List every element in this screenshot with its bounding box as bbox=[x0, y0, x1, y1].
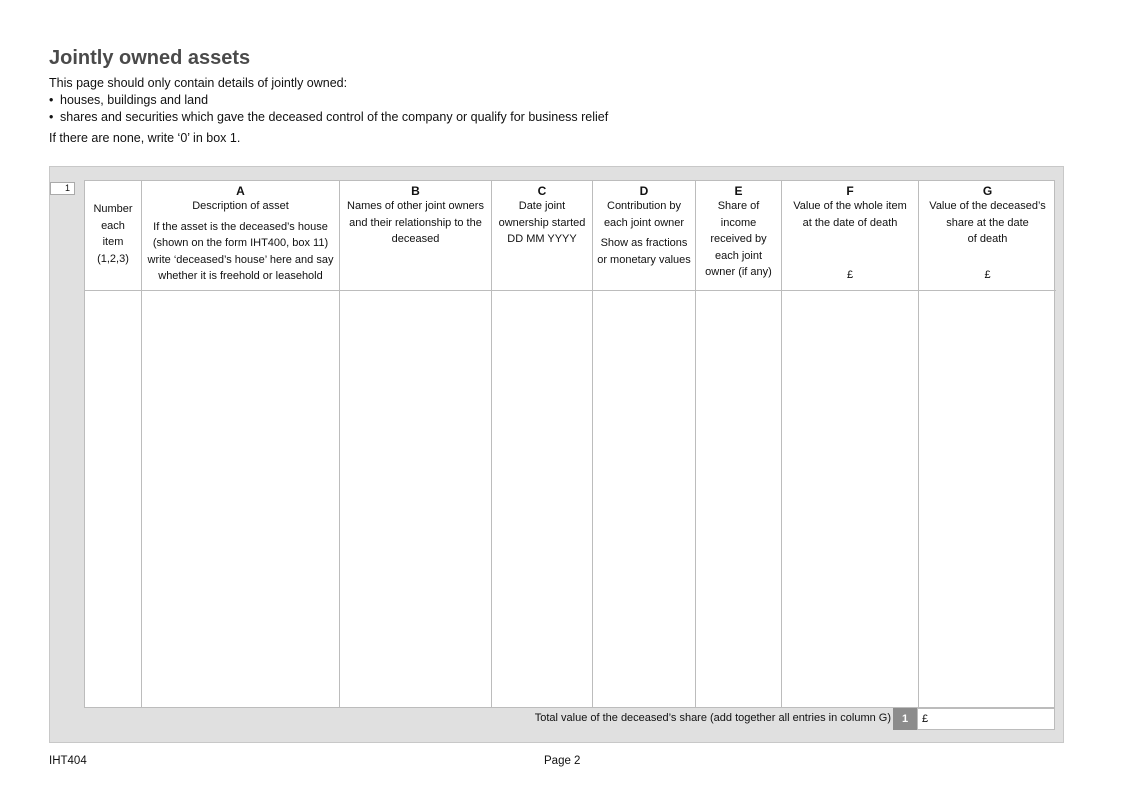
total-value-field[interactable]: £ bbox=[917, 708, 1055, 730]
column-header-line: share at the date bbox=[946, 216, 1029, 229]
column-header-line: each joint bbox=[714, 249, 763, 262]
column-header-line: Number bbox=[93, 203, 133, 215]
bullet-item bbox=[49, 92, 608, 109]
column-letter: C bbox=[537, 184, 547, 198]
column-note-line: If the asset is the deceased’s house bbox=[153, 220, 328, 233]
column-header bbox=[696, 181, 781, 291]
column-header-line: each joint owner bbox=[603, 216, 685, 229]
column-f bbox=[782, 181, 919, 707]
currency-unit: £ bbox=[984, 269, 991, 281]
bullet-text: houses, buildings and land bbox=[60, 93, 209, 107]
column-header-line: received by bbox=[710, 233, 767, 245]
column-entry-area[interactable] bbox=[782, 291, 918, 707]
column-note-line: Show as fractions bbox=[600, 237, 688, 249]
bullet-item bbox=[49, 109, 608, 126]
column-header bbox=[593, 181, 695, 291]
column-header-line: Value of the whole item bbox=[793, 200, 907, 212]
column-header bbox=[919, 181, 1056, 291]
column-entry-area[interactable] bbox=[85, 291, 141, 707]
column-entry-area[interactable] bbox=[696, 291, 781, 707]
column-g bbox=[919, 181, 1056, 707]
column-header-line: item bbox=[102, 236, 124, 248]
column-header-line: Names of other joint owners bbox=[347, 200, 484, 212]
column-header-line: Contribution by bbox=[607, 200, 681, 212]
form-code: IHT404 bbox=[49, 755, 87, 767]
intro-text: This page should only contain details of jointly owned: bbox=[49, 76, 348, 90]
column-note-line: write ‘deceased’s house’ here and say bbox=[147, 253, 334, 266]
column-header-line: owner (if any) bbox=[705, 266, 772, 278]
column-letter: F bbox=[846, 184, 854, 198]
column-header-line: Description of asset bbox=[192, 200, 289, 212]
column-header-line: Date joint bbox=[518, 200, 566, 212]
column-letter: D bbox=[639, 184, 649, 198]
column-a bbox=[142, 181, 340, 707]
bullet-icon: • bbox=[49, 93, 54, 107]
column-e bbox=[696, 181, 782, 707]
column-header-line: at the date of death bbox=[802, 216, 898, 229]
column-letter: B bbox=[411, 184, 420, 198]
page-title: Jointly owned assets bbox=[49, 47, 251, 69]
column-note-line: or monetary values bbox=[597, 253, 691, 266]
column-note-line: whether it is freehold or leasehold bbox=[158, 270, 323, 282]
column-header-line: Value of the deceased’s bbox=[929, 200, 1046, 212]
column-header bbox=[492, 181, 592, 291]
total-row bbox=[84, 708, 1055, 730]
column-letter: G bbox=[982, 184, 993, 198]
column-entry-area[interactable] bbox=[142, 291, 339, 707]
column-entry-area[interactable] bbox=[919, 291, 1056, 707]
column-header bbox=[782, 181, 918, 291]
column-header-line: ownership started bbox=[498, 216, 586, 229]
column-entry-area[interactable] bbox=[492, 291, 592, 707]
column-c bbox=[492, 181, 593, 707]
column-header-line: of death bbox=[967, 233, 1008, 245]
joint-assets-table bbox=[84, 180, 1055, 708]
column-b bbox=[340, 181, 492, 707]
intro-section bbox=[49, 75, 608, 147]
column-letter: A bbox=[236, 184, 245, 198]
column-header-note bbox=[596, 235, 692, 268]
total-label: Total value of the deceased’s share (add together all entries in column G) bbox=[534, 712, 891, 724]
column-header bbox=[142, 181, 339, 291]
bullet-text: shares and securities which gave the deceased control of the company or qualify for business relief bbox=[60, 110, 609, 124]
page-number: Page 2 bbox=[544, 755, 581, 767]
column-entry-area[interactable] bbox=[340, 291, 491, 707]
box-number-label: 1 bbox=[50, 182, 75, 195]
column-number bbox=[85, 181, 142, 707]
none-note: If there are none, write ‘0’ in box 1. bbox=[49, 131, 241, 145]
column-note-line: (shown on the form IHT400, box 11) bbox=[152, 237, 329, 249]
column-header-line: Share of bbox=[717, 200, 760, 212]
bullet-icon: • bbox=[49, 110, 54, 124]
currency-unit: £ bbox=[846, 269, 854, 281]
column-d bbox=[593, 181, 696, 707]
column-header-line: deceased bbox=[391, 233, 440, 245]
column-letter: E bbox=[734, 184, 743, 198]
column-header-line: income bbox=[720, 216, 757, 229]
column-header-line: and their relationship to the bbox=[349, 216, 482, 229]
column-header-line: (1,2,3) bbox=[97, 252, 129, 265]
column-entry-area[interactable] bbox=[593, 291, 695, 707]
column-header bbox=[340, 181, 491, 291]
column-header-line: DD MM YYYY bbox=[507, 233, 577, 245]
column-header-note bbox=[145, 219, 336, 285]
total-box-number: 1 bbox=[893, 708, 917, 730]
column-header bbox=[85, 181, 141, 291]
column-header-line: each bbox=[101, 219, 125, 232]
